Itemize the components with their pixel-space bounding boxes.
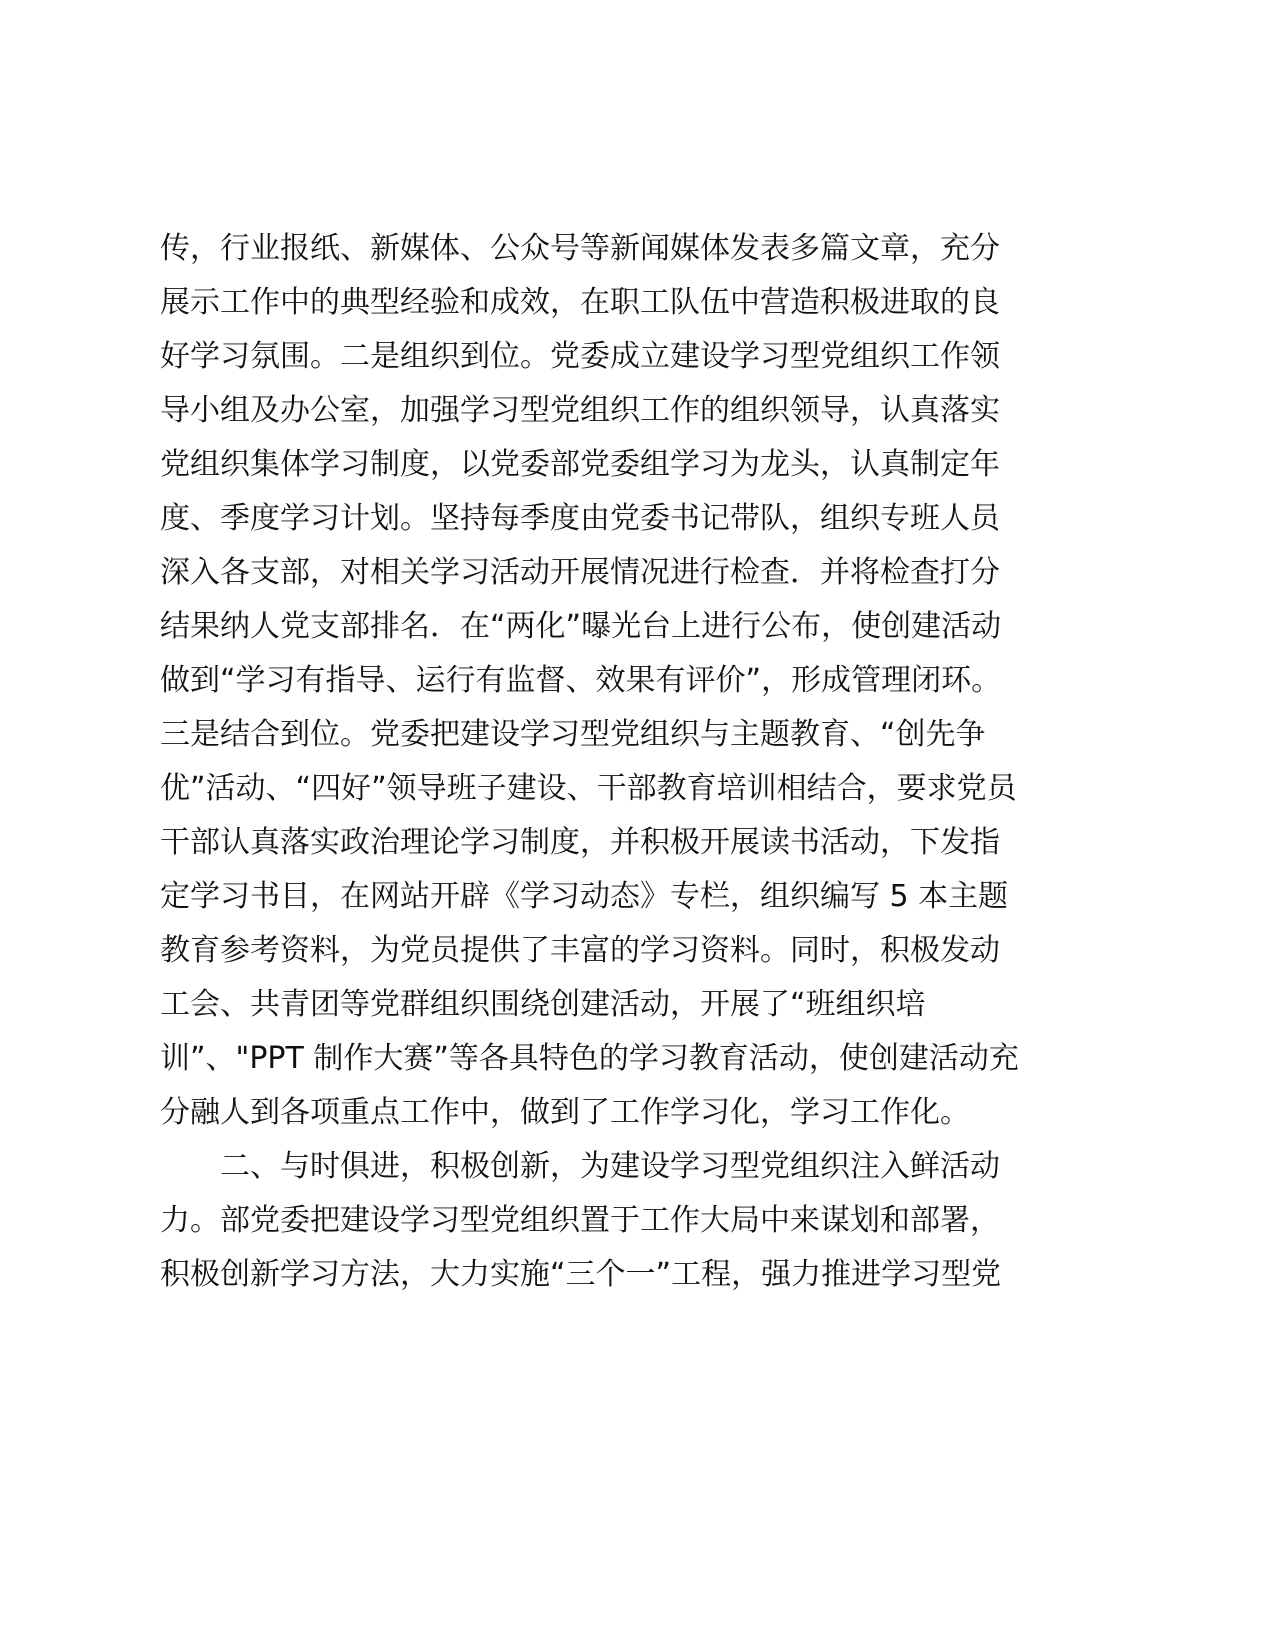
body-text [160,222,1070,1302]
section-heading-line: 二、与时俱进，积极创新，为建设学习型党组织注入鲜活动 [220,1149,1000,1184]
text-line: 定学习书目，在网站开辟《学习动态》专栏，组织编写 5 本主题 [160,879,1009,914]
text-line: 导小组及办公室，加强学习型党组织工作的组织领导，认真落实 [160,393,1000,428]
text-line: 好学习氛围。二是组织到位。党委成立建设学习型党组织工作领 [160,339,1000,374]
text-line: 工会、共青团等党群组织围绕创建活动，开展了“班组织培 [160,987,926,1022]
text-line: 深入各支部，对相关学习活动开展情况进行检查．并将检查打分 [160,555,1000,590]
text-line: 结果纳人党支部排名．在“两化”曝光台上进行公布，使创建活动 [160,609,1002,644]
text-line: 积极创新学习方法，大力实施“三个一”工程，强力推进学习型党 [160,1257,1002,1292]
text-line: 展示工作中的典型经验和成效，在职工队伍中营造积极进取的良 [160,285,1000,320]
text-line: 度、季度学习计划。坚持每季度由党委书记带队，组织专班人员 [160,501,1000,536]
text-line: 分融人到各项重点工作中，做到了工作学习化，学习工作化。 [160,1095,970,1130]
text-line: 干部认真落实政治理论学习制度，并积极开展读书活动，下发指 [160,825,1000,860]
text-line: 做到“学习有指导、运行有监督、效果有评价”，形成管理闭环。 [160,663,1002,698]
text-line: 力。部党委把建设学习型党组织置于工作大局中来谋划和部署， [160,1203,1000,1238]
text-line: 教育参考资料，为党员提供了丰富的学习资料。同时，积极发动 [160,933,1000,968]
text-line: 训”、"PPT 制作大赛”等各具特色的学习教育活动，使创建活动充 [160,1041,1019,1076]
text-line: 传，行业报纸、新媒体、公众号等新闻媒体发表多篇文章，充分 [160,231,1000,266]
text-line: 党组织集体学习制度，以党委部党委组学习为龙头，认真制定年 [160,447,1000,482]
text-line: 三是结合到位。党委把建设学习型党组织与主题教育、“创先争 [160,717,986,752]
text-line: 优”活动、“四好”领导班子建设、干部教育培训相结合，要求党员 [160,771,1017,806]
